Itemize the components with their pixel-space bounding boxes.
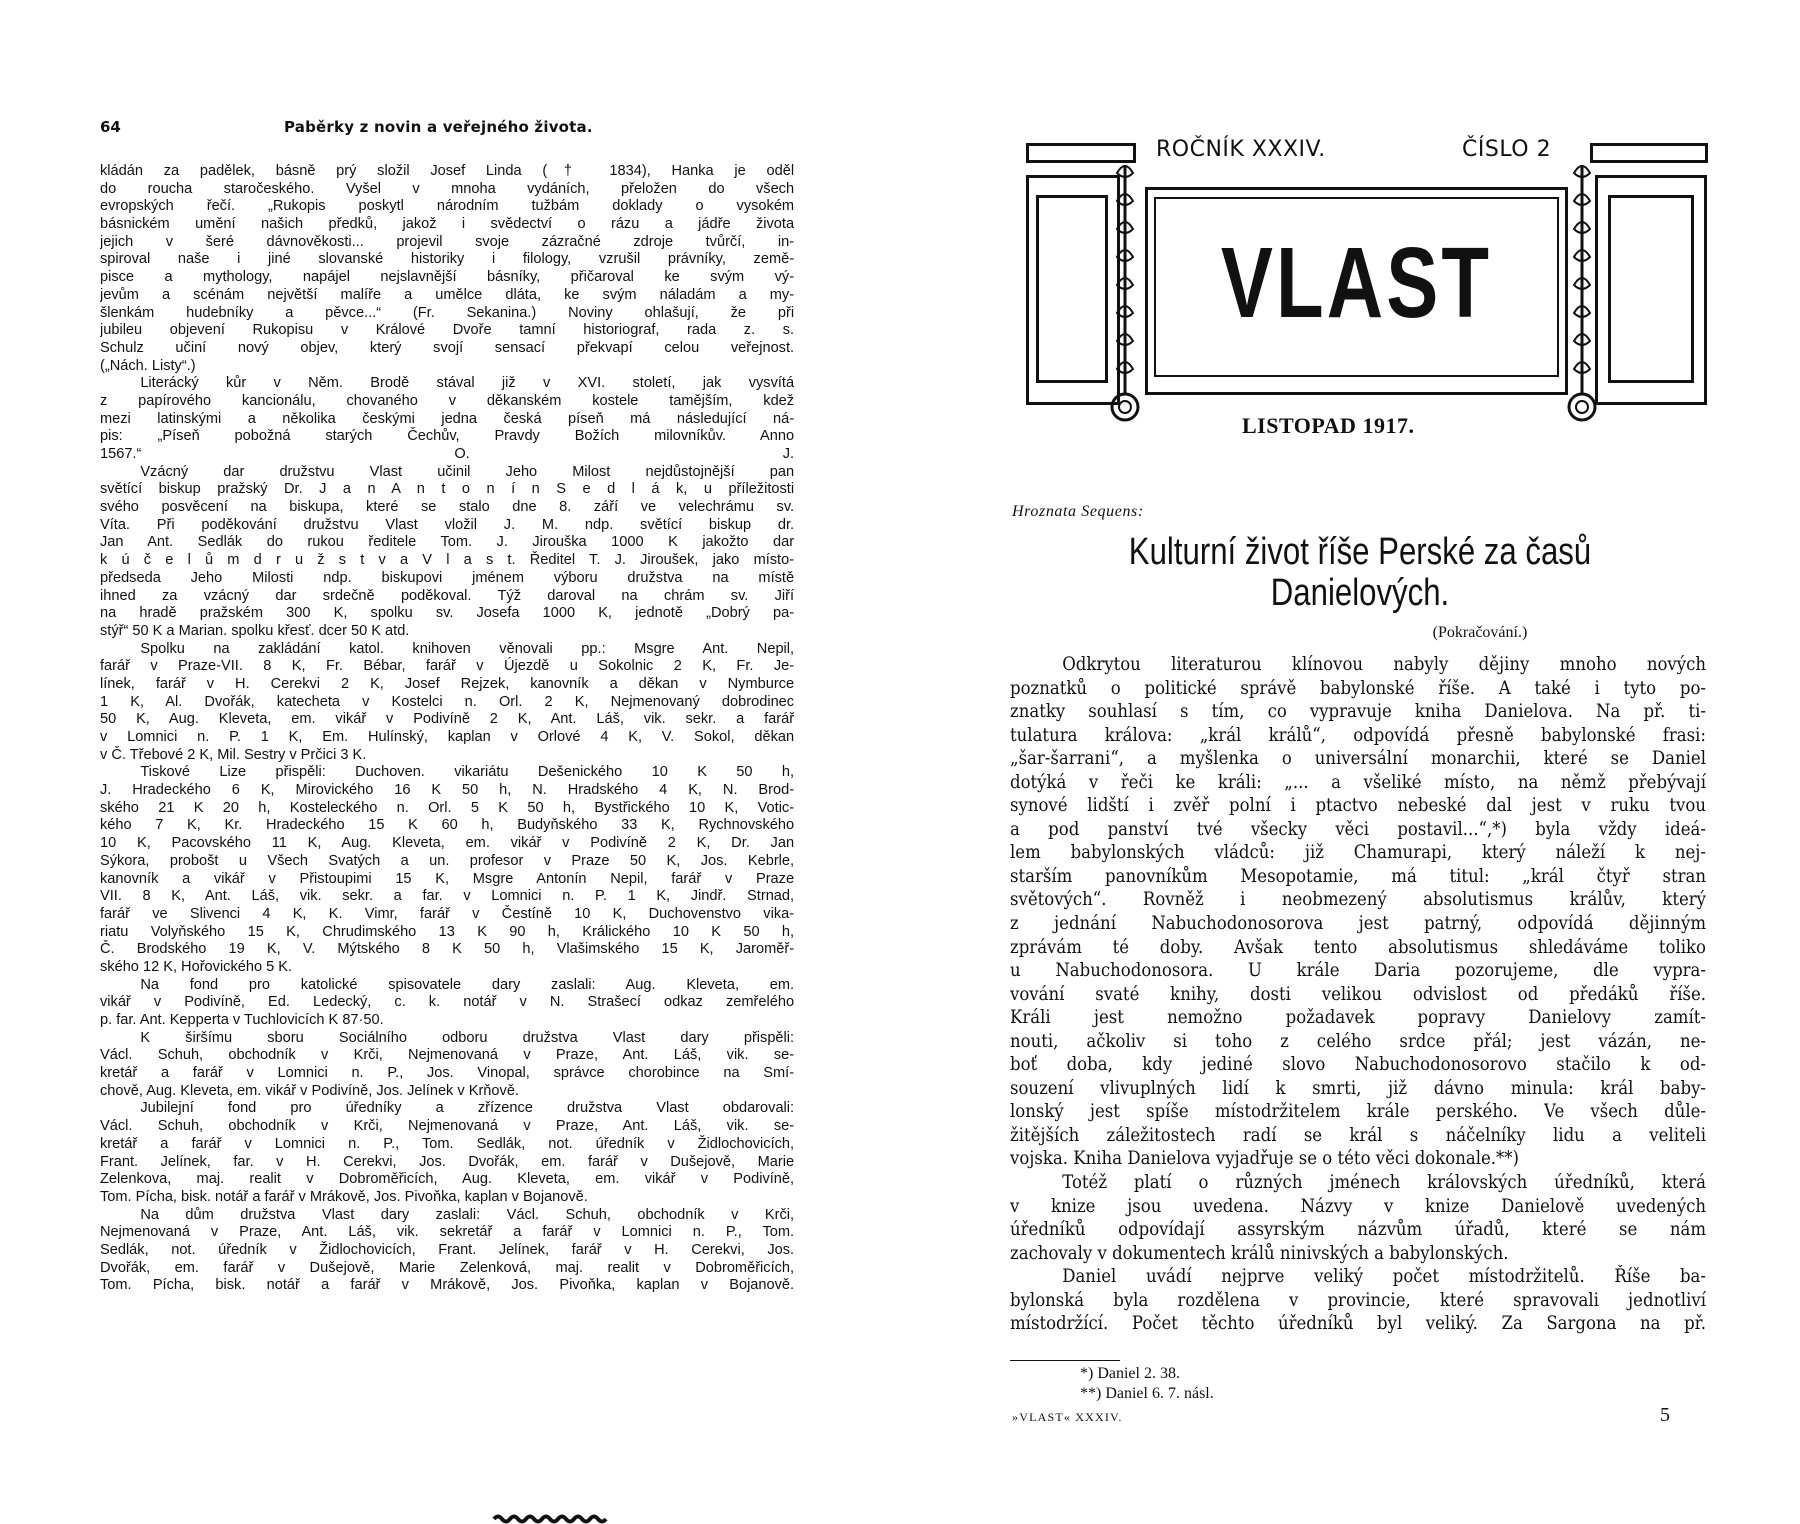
text-line: ihned za vzácný dar srdečně poděkoval. Týž daroval na chrám sv. Jiří	[100, 586, 795, 604]
left-page-header	[100, 118, 794, 148]
text-line: v Č. Třebové 2 K, Mil. Sestry v Prčici 3 K.	[100, 745, 367, 763]
text-line: vojska. Kniha Danielova vyjadřuje se o této věci dokonale.**)	[1010, 1147, 1520, 1170]
masthead-title: VLAST	[1220, 227, 1493, 339]
right-page-number: 5	[1660, 1404, 1670, 1426]
text-line: spiroval naše i jiné slovanské historiky i filology, vzrušil právníky, země-	[100, 250, 795, 268]
text-line: chově, Aug. Kleveta, em. vikář v Podivíně, Jos. Jelínek v Krňově.	[100, 1081, 519, 1099]
text-line: na hradě pražském 300 K, spolku sv. Josefa 1000 K, jednotě „Dobrý pa-	[100, 604, 795, 622]
text-line: Na dům družstva Vlast dary zaslali: Václ. Schuh, obchodník v Krči,	[140, 1205, 795, 1223]
text-line: světící biskup pražský Dr. J a n A n t o n í n S e d l á k, u příležitosti	[100, 480, 795, 498]
text-line: Sýkora, probošt u Všech Svatých a un. profesor v Praze 50 K, Jos. Kebrle,	[100, 851, 795, 869]
end-ornament	[492, 1514, 612, 1524]
text-line: pisce a mythology, napájel nejslavnější básníky, přičaroval ke svým vý-	[100, 268, 795, 286]
text-line: bylonská byla rozdělena v provincie, které spravovali jednotliví	[1010, 1288, 1706, 1311]
text-line: riatu Volyňského 15 K, Chrudimského 13 K 90 h, Králického 10 K 50 h,	[100, 922, 795, 940]
text-line: tulatura králova: „král králů“, odpovídá přesně babylonské frasi:	[1010, 723, 1706, 746]
text-line: Schulz učiní nový objev, který svojí sensací překvapí celou veřejnost.	[100, 338, 795, 356]
text-line: p. far. Ant. Kepperta v Tuchlovicích K 87·50.	[100, 1011, 384, 1028]
footnote: **) Daniel 6. 7. násl.	[1080, 1385, 1214, 1402]
text-line: u Nabuchodonosora. U krále Daria pozorujeme, dle vypra-	[1010, 959, 1706, 982]
text-line: předseda Jeho Milosti ndp. biskupovi jménem výboru družstva na místě	[100, 568, 795, 586]
text-line: Totéž platí o různých jménech královských úředníků, která	[1062, 1171, 1706, 1194]
text-line: Jan Ant. Sedlák do rukou ředitele Tom. J. Jirouška 1000 K jakožto dar	[100, 533, 795, 551]
text-line: Tom. Pícha, bisk. notář a farář v Mrákově, Jos. Pivoňka, kaplan v Bojanově.	[100, 1187, 588, 1205]
masthead-right-inner-frame	[1608, 195, 1694, 383]
text-line: nouti, ačkoliv si toho z celého srdce přál; jest vázán, ne-	[1010, 1029, 1706, 1052]
masthead	[1010, 125, 1710, 455]
text-line: světových“. Rovněž i neobmezený absolutismus králův, který	[1010, 888, 1706, 911]
masthead-right-rule	[1590, 143, 1708, 163]
text-line: Václ. Schuh, obchodník v Krči, Nejmenovaná v Praze, Ant. Láš, vik. se-	[100, 1046, 795, 1064]
text-line: Daniel uvádí nejprve veliký počet místodržitelů. Říše ba-	[1062, 1265, 1706, 1288]
text-line: („Nách. Listy“.)	[100, 356, 196, 374]
text-line: Frant. Jelínek, far. v H. Cerekvi, Jos. Dvořák, em. farář v Dušejově, Marie	[100, 1152, 795, 1170]
text-line: Odkrytou literaturou klínovou nabyly dějiny mnoho nových	[1062, 653, 1706, 675]
text-line: 1 K, Al. Dvořák, katecheta v Kostelci n. Orl. 2 K, Nejmenovaný dobrodinec	[100, 692, 795, 710]
text-line: šlenkám hudebníky a pěvce...“ (Fr. Sekanina.) Noviny ohlašují, že při	[100, 303, 795, 321]
signature-mark: »VLAST« XXXIV.	[1012, 1410, 1123, 1424]
text-line: Spolku na zakládání katol. knihoven věnovali pp.: Msgre Ant. Nepil,	[140, 639, 795, 657]
text-line: žitějších záležitostech radí se král s náčelníky lidu a veliteli	[1010, 1123, 1706, 1146]
text-line: starším panovníkům Mesopotamie, má titul: „král čtyř stran	[1010, 864, 1706, 887]
article-title-line-2: Danielových.	[1270, 572, 1450, 614]
text-line: VII. 8 K, Ant. Láš, vik. sekr. a far. v Lomnici n. P. 1 K, Jindř. Strnad,	[100, 887, 795, 905]
text-line: k ú č e l ů m d r u ž s t v a V l a s t. Ředitel T. J. Jiroušek, jako místo-	[100, 551, 795, 569]
text-line: Tiskové Lize přispěli: Duchoven. vikariátu Dešenického 10 K 50 h,	[140, 763, 795, 781]
text-line: a pod panství tvé všecky věci postavil...“,*) byla vždy ideá-	[1010, 817, 1706, 840]
left-running-title: Paběrky z novin a veřejného života.	[284, 118, 593, 136]
text-line: línek, farář v H. Cerekvi 2 K, Josef Rejzek, kanovník a děkan v Nymburce	[100, 674, 795, 692]
text-line: zprávám té doby. Avšak tento absolutismus shledáváme toliko	[1010, 935, 1706, 958]
text-line: boť doba, kdy jediné slovo Nabuchodonosorovo stačilo k od-	[1010, 1053, 1706, 1076]
article-body	[1010, 653, 1710, 1336]
text-line: kanovník a vikář v Přistoupimi 15 K, Msgre Antonín Nepil, farář v Praze	[100, 869, 795, 887]
text-line: kretář a farář v Lomnici n. P., Jos. Vinopal, správce chorobince na Smí-	[100, 1064, 795, 1082]
text-line: pis: „Píseň pobožná starých Čechův, Pravdy Božích milovníkův. Anno	[100, 427, 795, 445]
text-line: jubileu objevení Rukopisu v Králové Dvoře tamní historiograf, rada z. s.	[100, 321, 795, 339]
text-line: Králi jest nemožno požadavek popravy Danielovy zamít-	[1010, 1006, 1706, 1029]
text-line: Dvořák, em. farář v Dušejově, Marie Zelenková, maj. realit v Dobroměřicích,	[100, 1258, 795, 1276]
text-line: jejich v šeré dávnověkosti... projevil svoje zázračné zdroje tvůrčí, in-	[100, 232, 795, 250]
text-line: v knize jsou uvedena. Názvy v knize Danielově uvedených	[1010, 1194, 1706, 1217]
text-line: Vzácný dar družstvu Vlast učinil Jeho Milost nejdůstojnější pan	[140, 462, 795, 480]
text-line: Literácký kůr v Něm. Brodě stával již v XVI. století, jak vysvítá	[140, 374, 795, 392]
text-line: souzení vlivuplných lidí k smrti, již dávno minula: král baby-	[1010, 1076, 1706, 1099]
text-line: dotýká v řeči ke králi: „... a všeliké místo, na němž přebývají	[1010, 770, 1706, 793]
text-line: Sedlák, not. úředník v Židlochovicích, Frant. Jelínek, farář v H. Cerekvi, Jos.	[100, 1240, 795, 1258]
masthead-date: LISTOPAD 1917.	[1242, 413, 1415, 438]
text-line: kretář a farář v Lomnici n. P., Tom. Sedlák, not. úředník v Židlochovicích,	[100, 1134, 795, 1152]
text-line: Č. Brodského 19 K, V. Mýtského 8 K 50 h, Vlašimského 15 K, Jaroměř-	[100, 940, 795, 958]
text-line: ského 21 K 20 h, Kosteleckého n. Orl. 5 K 50 h, Bystřického 10 K, Votic-	[100, 798, 795, 816]
article-title	[1073, 532, 1647, 614]
left-page-number: 64	[100, 118, 121, 136]
text-line: synové lidští i zvěř polní i ptactvo nebeské dal jest v ruku tvou	[1010, 794, 1706, 817]
text-line: 10 K, Pacovského 11 K, Aug. Kleveta, em. vikář v Podivíně 2 K, Dr. Jan	[100, 834, 795, 852]
text-line: Nejmenovaná v Praze, Ant. Láš, vik. sekretář a farář v Lomnici n. P., Tom.	[100, 1223, 795, 1241]
text-line: „šar-šarrani“, a myšlenka o universální monarchii, které se Daniel	[1010, 747, 1706, 770]
text-line: Na fond pro katolické spisovatele dary zaslali: Aug. Kleveta, em.	[140, 975, 795, 993]
text-line: vikář v Podivíně, Ed. Ledecký, c. k. notář v N. Strašecí odkaz zemřelého	[100, 993, 795, 1011]
text-line: 1567.“ O. J.	[100, 445, 795, 462]
text-line: jevům a scénám největší malíře a umělce dláta, ke svým náladám a my-	[100, 285, 795, 303]
text-line: K širšímu sboru Sociálního odboru družstva Vlast dary přispěli:	[140, 1028, 795, 1046]
text-line: J. Hradeckého 6 K, Mirovického 16 K 50 h, N. Hradského 4 K, N. Brod-	[100, 781, 795, 799]
masthead-left-inner-frame	[1036, 195, 1108, 383]
text-line: poznatků o politické správě babylonské říše. A také i tyto po-	[1010, 676, 1706, 699]
text-line: lonský jest spíše místodržitelem krále perského. Ve všech důle-	[1010, 1100, 1706, 1123]
text-line: farář ve Slivenci 4 K, K. Vimr, farář v Čestíně 10 K, Duchovenstvo vika-	[100, 904, 795, 922]
article-author: Hroznata Sequens:	[1012, 503, 1144, 520]
text-line: svého posvěcení na biskupa, které se stalo dne 8. září ve velechrámu sv.	[100, 498, 795, 516]
text-line: úředníků odpovídají assyrským názvům úřadů, které se nám	[1010, 1218, 1706, 1241]
footnote: *) Daniel 2. 38.	[1080, 1365, 1180, 1382]
left-page	[100, 118, 795, 1294]
text-line: lem babylonských vládců: již Chamurapi, který náleží k nej-	[1010, 841, 1706, 864]
text-line: Tom. Pícha, bisk. notář a farář v Mrákově, Jos. Pivoňka, kaplan v Bojanově.	[100, 1276, 795, 1294]
masthead-issue: ČÍSLO 2	[1462, 137, 1552, 162]
article-title-line-1: Kulturní život říše Perské za časů	[1128, 531, 1592, 573]
masthead-volume: ROČNÍK XXXIV.	[1156, 137, 1326, 162]
text-line: místodržící. Počet těchto úředníků byl veliký. Za Sargona na př.	[1010, 1312, 1706, 1335]
text-line: z jednání Nabuchodonosorova jest patrný, odpovídá dějinným	[1010, 912, 1706, 935]
text-line: 50 K, Aug. Kleveta, em. vikář v Podivíně 2 K, Ant. Láš, vik. sekr. a farář	[100, 710, 795, 728]
text-line: zachovaly v dokumentech králů ninivských a babylonských.	[1010, 1241, 1509, 1264]
text-line: mezi latinskými a několika českými jedna česká píseň má následující ná-	[100, 409, 795, 427]
footnotes	[1080, 1364, 1214, 1404]
footnote-rule	[1010, 1360, 1120, 1361]
text-line: vování svaté knihy, dosti velikou odvislost od předáků říše.	[1010, 982, 1706, 1005]
ornament-column-right	[1565, 155, 1599, 425]
text-line: Víta. Při poděkování družstvu Vlast vložil J. M. ndp. světící biskup dr.	[100, 515, 795, 533]
text-line: ského 12 K, Hořovického 5 K.	[100, 957, 293, 975]
text-line: Zelenkova, maj. realit v Dobroměřicích, Aug. Kleveta, em. vikář v Podivíně,	[100, 1170, 795, 1188]
text-line: z papírového kancionálu, chovaného v děkanském kostele tamějším, kdež	[100, 391, 795, 409]
text-line: evropských řečí. „Rukopis poskytl národním tužbám doklady o vysokém	[100, 197, 795, 215]
text-line: kého 7 K, Kr. Hradeckého 15 K 60 h, Budyňského 33 K, Rychnovského	[100, 816, 795, 834]
text-line: Jubilejní fond pro úředníky a zřízence družstva Vlast obdarovali:	[140, 1099, 795, 1117]
text-line: v Lomnici n. P. 1 K, Em. Hulínský, kaplan v Orlové 4 K, V. Sokol, děkan	[100, 728, 795, 745]
text-line: do roucha staročeského. Vyšel v mnoha vydáních, přeložen do všech	[100, 179, 795, 197]
left-page-body	[100, 162, 794, 1294]
ornament-column-left	[1108, 155, 1142, 425]
text-line: kládán za padělek, básně prý složil Josef Linda († 1834), Hanka je oděl	[100, 162, 795, 179]
text-line: básnickém umění našich předků, jakož i svědectví o rázu a jádře života	[100, 215, 795, 233]
text-line: farář v Praze-VII. 8 K, Fr. Bébar, farář v Újezdě u Sokolnic 2 K, Fr. Je-	[100, 657, 795, 675]
text-line: Václ. Schuh, obchodník v Krči, Nejmenovaná v Praze, Ant. Láš, vik. se-	[100, 1117, 795, 1135]
text-line: stýř“ 50 K a Marian. spolku křesť. dcer 50 K atd.	[100, 621, 410, 639]
text-line: znatky souhlasí s tím, co vypravuje kniha Danielova. Na př. ti-	[1010, 700, 1706, 723]
article-subtitle: (Pokračování.)	[1432, 624, 1528, 641]
